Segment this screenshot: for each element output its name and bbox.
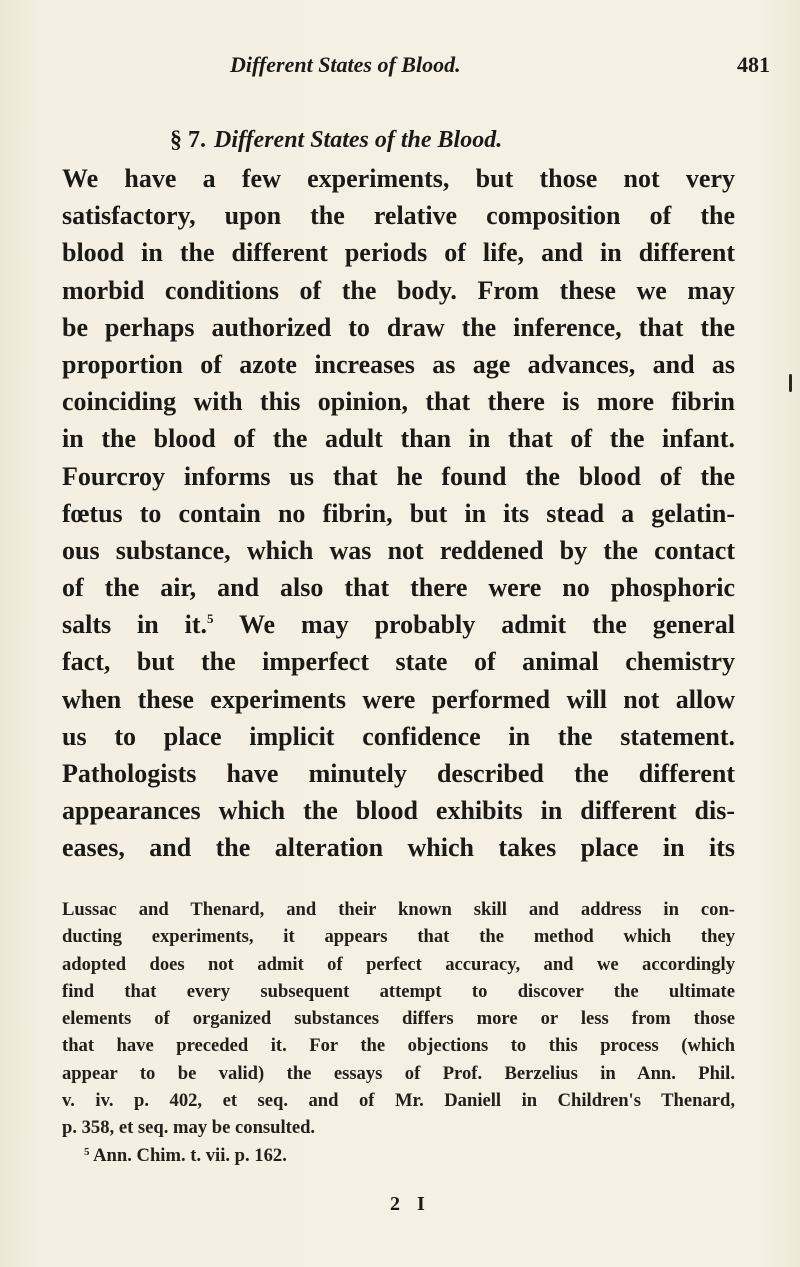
body-line: morbid conditions of the body. From these we may: [62, 275, 735, 305]
footnote-line: p. 358, et seq. may be consulted.: [62, 1117, 316, 1139]
body-line: in the blood of the adult than in that of the infant.: [62, 424, 735, 454]
body-line: Fourcroy informs us that he found the blood of the: [62, 461, 735, 491]
body-line: appearances which the blood exhibits in different dis-: [62, 796, 735, 826]
running-head: [230, 52, 770, 92]
body-line: fœtus to contain no fibrin, but in its stead a gelatin-: [62, 498, 735, 528]
footnotes: [62, 896, 735, 1169]
body-line-with-footnote-ref: [62, 606, 735, 643]
footnote-line: elements of organized substances differs more or less from those: [62, 1008, 735, 1030]
footnote-line: ducting experiments, it appears that the method which they: [62, 926, 735, 948]
section-title: Different States of the Blood.: [214, 127, 503, 153]
footnote-5: [62, 1142, 735, 1169]
body-line: eases, and the alteration which takes place in its: [62, 833, 735, 863]
footnote-line: find that every subsequent attempt to discover the ultimate: [62, 980, 735, 1002]
body-line: proportion of azote increases as age advances, and as: [62, 349, 735, 379]
body-line-start: salts in it.: [62, 610, 208, 640]
footnote-marker: 5: [84, 1145, 90, 1158]
body-line: be perhaps authorized to draw the inference, that the: [62, 312, 735, 342]
footnote-line: that have preceded it. For the objections to this process (which: [62, 1035, 735, 1057]
footnote-line: Lussac and Thenard, and their known skill and address in con-: [62, 899, 735, 920]
footnote-line: appear to be valid) the essays of Prof. Berzelius in Ann. Phil.: [62, 1062, 735, 1084]
body-line-rest: We may probably admit the general: [238, 610, 735, 640]
page-number: 481: [737, 52, 770, 77]
body-line: when these experiments were performed will not allow: [62, 684, 735, 714]
body-line: satisfactory, upon the relative composition of the: [62, 201, 735, 231]
body-line: us to place implicit confidence in the statement.: [62, 721, 735, 751]
running-title: Different States of Blood.: [230, 52, 461, 77]
section-number: § 7.: [170, 127, 206, 153]
signature-mark: 2 I: [390, 1193, 431, 1215]
footnote-text: Ann. Chim. t. vii. p. 162.: [93, 1144, 287, 1166]
footnote-line: v. iv. p. 402, et seq. and of Mr. Daniell in Children's Thenard,: [62, 1090, 735, 1112]
section-heading: [170, 127, 730, 154]
body-line: blood in the different periods of life, and in different: [62, 238, 735, 268]
body-line: Pathologists have minutely described the different: [62, 759, 735, 788]
footnote-line: adopted does not admit of perfect accuracy, and we accordingly: [62, 953, 735, 975]
body-paragraph: [62, 160, 735, 867]
body-line: of the air, and also that there were no phosphoric: [62, 573, 735, 603]
margin-mark: [789, 374, 792, 392]
body-line: We have a few experiments, but those not very: [62, 164, 735, 193]
footnote-reference: 5: [207, 611, 214, 627]
body-line: fact, but the imperfect state of animal chemistry: [62, 647, 735, 677]
body-line: ous substance, which was not reddened by the contact: [62, 535, 735, 565]
body-line: coinciding with this opinion, that there is more fibrin: [62, 387, 735, 417]
